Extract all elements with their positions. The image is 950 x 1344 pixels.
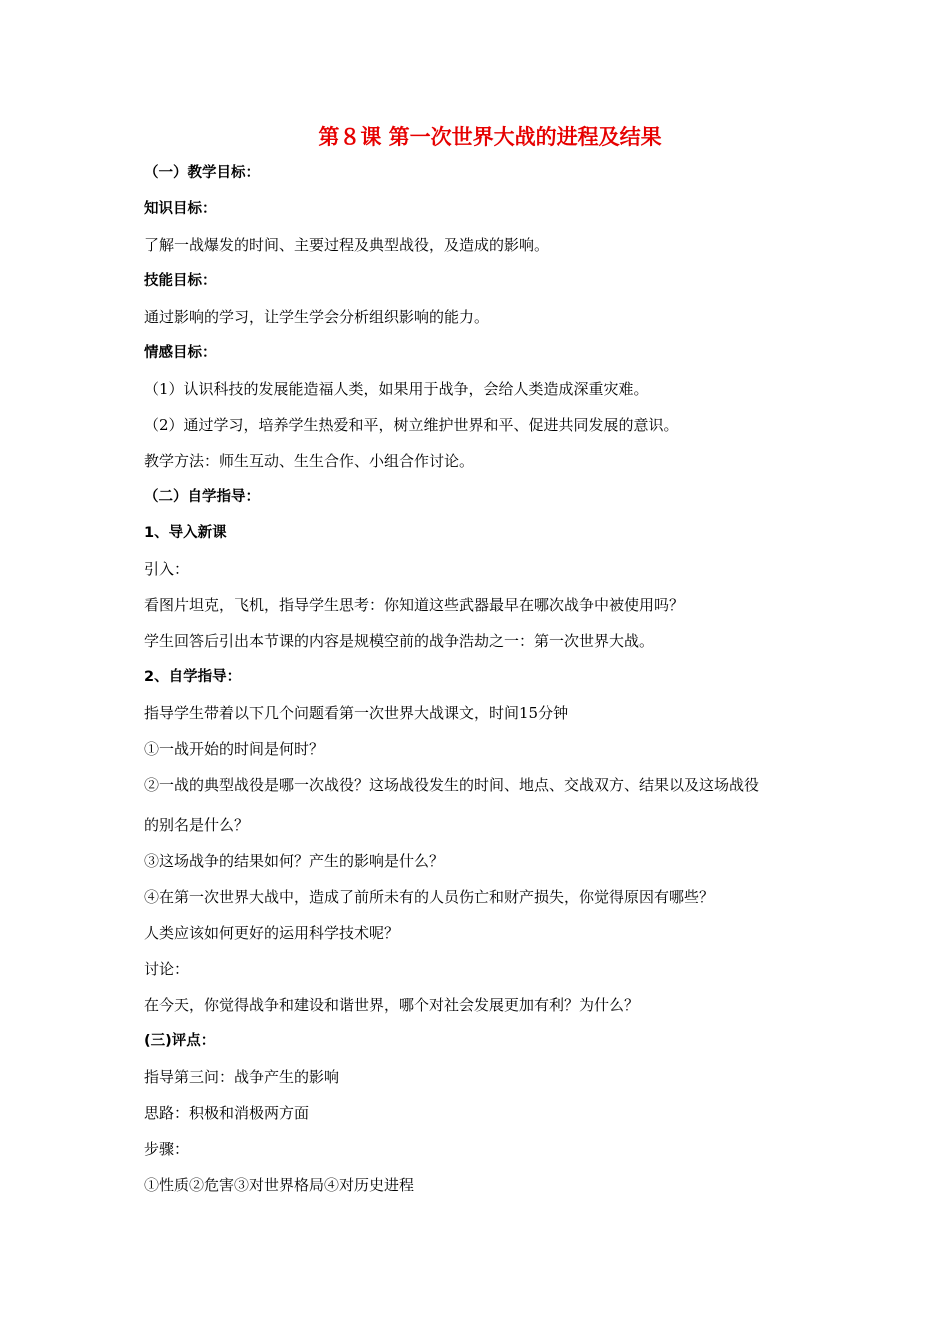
body-line: 学生回答后引出本节课的内容是规模空前的战争浩劫之一：第一次世界大战。 bbox=[144, 632, 655, 650]
section-heading: （一）教学目标： bbox=[144, 165, 260, 181]
subheading: 知识目标： bbox=[144, 201, 217, 217]
body-line: 指导第三问：战争产生的影响 bbox=[144, 1068, 340, 1086]
body-line: 步骤： bbox=[144, 1140, 190, 1158]
body-line: 在今天，你觉得战争和建设和谐世界，哪个对社会发展更加有利？为什么？ bbox=[144, 996, 640, 1014]
question-item: ④在第一次世界大战中，造成了前所未有的人员伤亡和财产损失，你觉得原因有哪些？ bbox=[144, 888, 715, 906]
section-heading: （二）自学指导： bbox=[144, 489, 260, 505]
body-line: 通过影响的学习，让学生学会分析组织影响的能力。 bbox=[144, 308, 490, 326]
body-line: 看图片坦克，飞机，指导学生思考：你知道这些武器最早在哪次战争中被使用吗？ bbox=[144, 596, 685, 614]
section-heading: (三)评点： bbox=[144, 1033, 216, 1049]
body-line: 了解一战爆发的时间、主要过程及典型战役，及造成的影响。 bbox=[144, 236, 550, 254]
body-line: 指导学生带着以下几个问题看第一次世界大战课文，时间15分钟 bbox=[144, 704, 569, 722]
body-line: 人类应该如何更好的运用科学技术呢？ bbox=[144, 924, 400, 942]
question-item: ①一战开始的时间是何时？ bbox=[144, 740, 325, 758]
body-line: 思路：积极和消极两方面 bbox=[144, 1104, 310, 1122]
question-item: ②一战的典型战役是哪一次战役？这场战役发生的时间、地点、交战双方、结果以及这场战役 bbox=[144, 776, 760, 794]
subheading: 2、自学指导： bbox=[144, 669, 242, 685]
body-line: （1）认识科技的发展能造福人类，如果用于战争，会给人类造成深重灾难。 bbox=[144, 380, 649, 398]
subheading: 情感目标： bbox=[144, 345, 217, 361]
body-line: 引入： bbox=[144, 560, 190, 578]
subheading: 1、导入新课 bbox=[144, 525, 227, 541]
subheading: 技能目标： bbox=[144, 273, 217, 289]
body-line: 讨论： bbox=[144, 960, 190, 978]
body-line: 教学方法：师生互动、生生合作、小组合作讨论。 bbox=[144, 452, 475, 470]
page-title: 第８课 第一次世界大战的进程及结果 bbox=[318, 125, 662, 149]
body-line: ①性质②危害③对世界格局④对历史进程 bbox=[144, 1176, 415, 1194]
question-item-continued: 的别名是什么？ bbox=[144, 816, 250, 834]
body-line: （2）通过学习，培养学生热爱和平，树立维护世界和平、促进共同发展的意识。 bbox=[144, 416, 679, 434]
question-item: ③这场战争的结果如何？产生的影响是什么？ bbox=[144, 852, 445, 870]
